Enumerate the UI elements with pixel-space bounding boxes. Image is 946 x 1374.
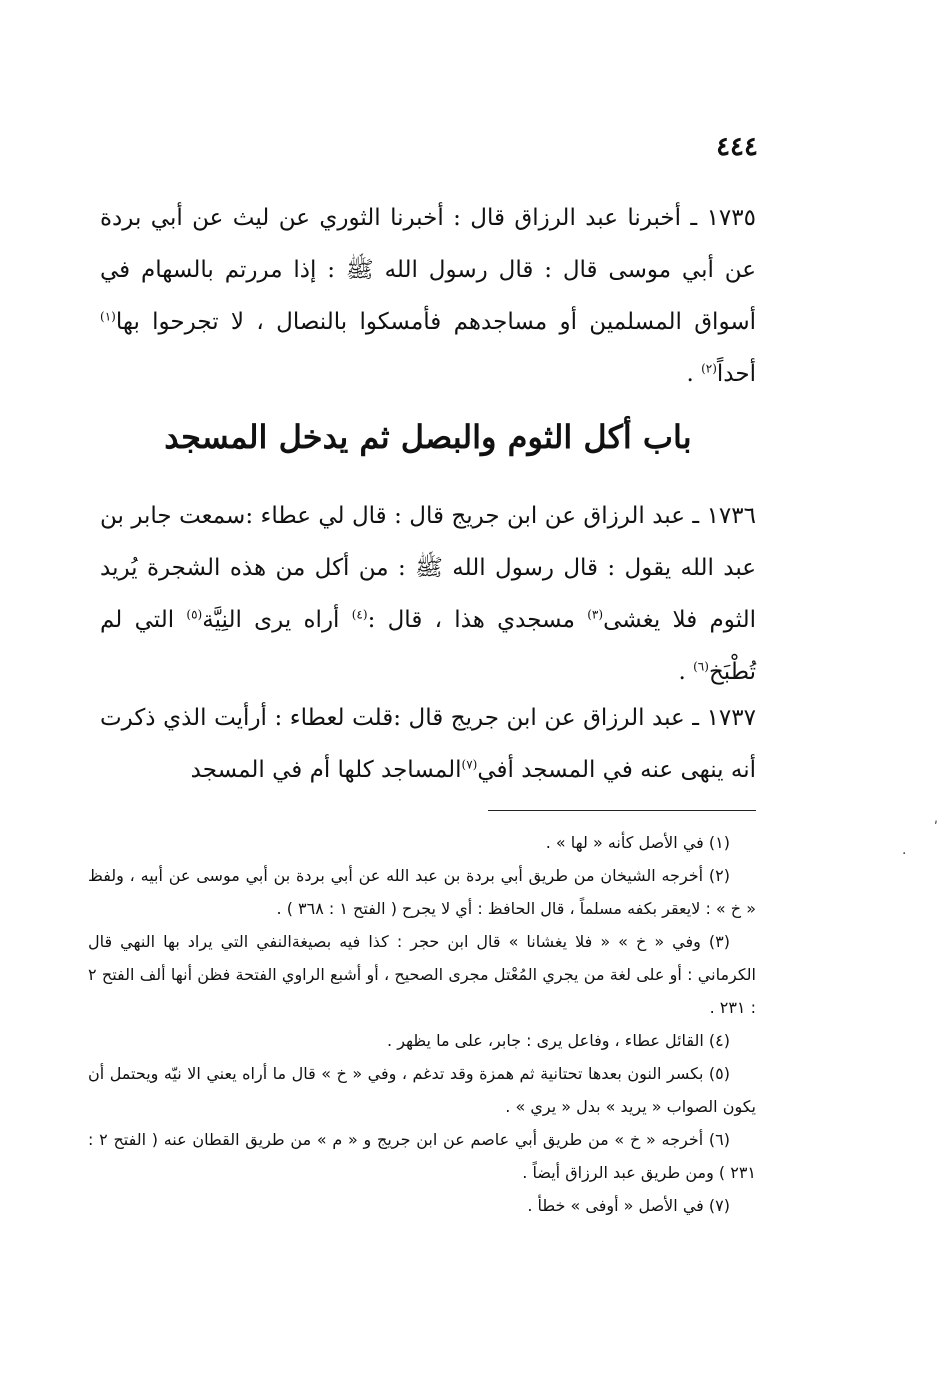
footnote-ref-2: (٢): [701, 361, 717, 376]
footnote-ref-5: (٥): [186, 607, 203, 622]
footnote-text: في الأصل كأنه « لها » .: [545, 833, 704, 852]
footnote-text: بكسر النون بعدها تحتانية ثم همزة وقد تدغم ، وفي « خ » قال ما أراه يعني الا نيّه ويحتمل أن يكون الصواب « يريد » بدل « يري » .: [88, 1064, 756, 1116]
scan-speck: ʹ: [934, 820, 938, 836]
hadith-text: ١٧٣٥ ـ أخبرنا عبد الرزاق قال : أخبرنا الثوري عن ليث عن أبي بردة عن أبي موسى قال : قال رسول الله ﷺ : إذا مررتم بالسهام في أسواق المسلمين أو مساجدهم فأمسكوا بالنصال ، لا تجرحوا بها: [100, 205, 756, 335]
footnote-text: القائل عطاء ، وفاعل يرى : جابر، على ما يظهر .: [387, 1031, 704, 1050]
footnote: [88, 1057, 756, 1123]
hadith-text: ١٧٣٦ ـ عبد الرزاق عن ابن جريج قال : قال لي عطاء :سمعت جابر بن عبد الله يقول : قال رسول الله ﷺ : من أكل من هذه الشجرة يُريد الثوم فلا يغشى: [100, 503, 756, 633]
hadith-1736: [100, 490, 756, 698]
footnotes: [88, 826, 756, 1222]
footnote-ref-6: (٦): [693, 659, 709, 674]
hadith-1737: [100, 692, 756, 796]
hadith-paragraph: [100, 490, 756, 698]
hadith-text: .: [686, 361, 702, 387]
hadith-paragraph: [100, 192, 756, 400]
footnote: [88, 925, 756, 1024]
footnote: [88, 1123, 756, 1189]
footnote-label: (٦): [708, 1130, 730, 1149]
footnote: [88, 1189, 756, 1222]
footnote-text: أخرجه « خ » من طريق أبي عاصم عن ابن جريج و « م » من طريق القطان عنه ( الفتح ٢ : ٢٣١ ) ومن طريق عبد الرزاق أيضاً .: [88, 1130, 756, 1182]
hadith-text: أحداً: [716, 361, 756, 387]
footnote-label: (٥): [708, 1064, 730, 1083]
footnote-text: أخرجه الشيخان من طريق أبي بردة بن عبد الله عن أبي بردة بن أبي موسى عن أبيه ، ولفظ « خ » : لايعقر بكفه مسلماً ، قال الحافظ : أي لا يجرح ( الفتح ١ : ٣٦٨ ) .: [88, 866, 756, 918]
footnote-text: وفي « خ » « فلا يغشانا » قال ابن حجر : كذا فيه بصيغةالنفي التي يراد بها النهي قال الكرماني : أو على لغة من يجري المُعْتل مجرى الصحيح ، أو أشبع الراوي الفتحة فظن أنها ألف الفتح ٢ : ٢٣١ .: [88, 932, 756, 1017]
page-number: ٤٤٤: [716, 132, 758, 162]
footnote-label: (٤): [708, 1031, 730, 1050]
hadith-1735: [100, 192, 756, 400]
footnote-divider: [488, 810, 756, 811]
chapter-heading: باب أكل الثوم والبصل ثم يدخل المسجد: [164, 418, 692, 456]
footnote-ref-3: (٣): [587, 607, 604, 622]
hadith-paragraph: [100, 692, 756, 796]
footnote-ref-1: (١): [100, 309, 116, 324]
footnote-label: (٣): [708, 932, 730, 951]
footnote: [88, 859, 756, 925]
footnote-text: في الأصل « أوفى » خطأ .: [527, 1196, 704, 1215]
footnote-label: (١): [708, 833, 730, 852]
hadith-text: ١٧٣٧ ـ عبد الرزاق عن ابن جريج قال :قلت لعطاء : أرأيت الذي ذكرت أنه ينهى عنه في المسجد أفي: [100, 705, 756, 783]
footnote-label: (٧): [708, 1196, 730, 1215]
footnote: [88, 826, 756, 859]
hadith-text: التي لم تُطْبَخ: [100, 607, 756, 685]
hadith-text: .: [678, 659, 694, 685]
footnote-label: (٢): [708, 866, 731, 885]
hadith-text: المساجد كلها أم في المسجد: [190, 757, 462, 783]
footnote: [88, 1024, 756, 1057]
scan-speck: ·: [902, 846, 907, 862]
hadith-text: أراه يرى النِيَّة: [202, 607, 352, 633]
hadith-text: مسجدي هذا ، قال :: [367, 607, 588, 633]
footnote-ref-4: (٤): [351, 607, 368, 622]
footnote-ref-7: (٧): [461, 757, 478, 772]
